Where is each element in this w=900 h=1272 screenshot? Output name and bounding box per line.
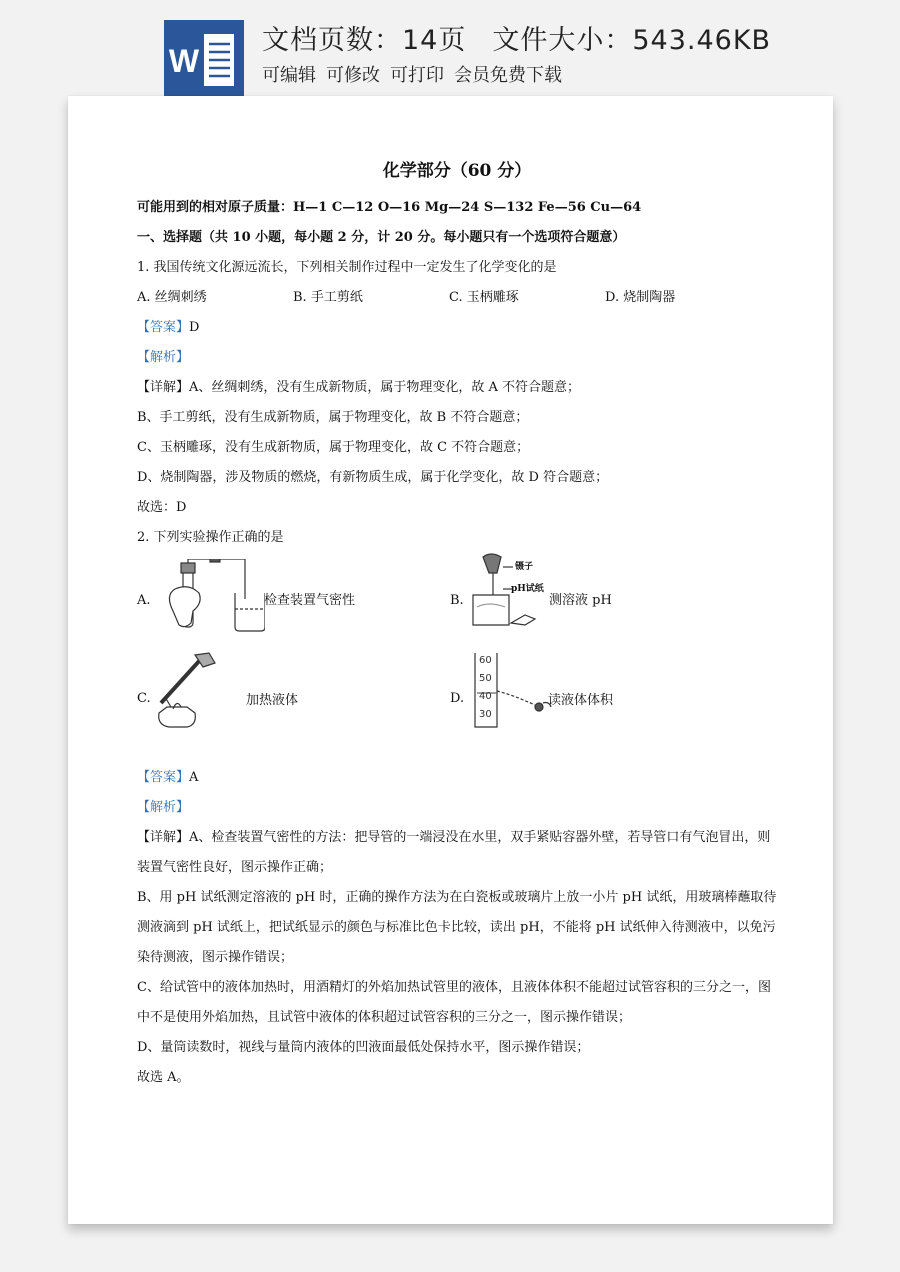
- scale-50: 50: [479, 673, 492, 684]
- fig-d-caption: 读液体体积: [548, 693, 614, 708]
- q1-answer-value: D: [189, 320, 200, 335]
- detail-tag: 【详解】: [137, 380, 190, 395]
- answer-tag: 【答案】: [137, 320, 190, 335]
- page-title: 化学部分（60 分）: [382, 161, 532, 181]
- q2-figures: [137, 559, 777, 759]
- scale-40: 40: [479, 691, 492, 702]
- heating-liquid-figure: [153, 651, 229, 731]
- feature-editable: 可编辑: [262, 65, 316, 86]
- document-meta: [262, 18, 797, 87]
- q1-option-b: B. 手工剪纸: [293, 290, 363, 305]
- word-document-icon: [164, 20, 244, 98]
- q1-analysis-tag: 【解析】: [137, 350, 190, 365]
- q1-option-d: D. 烧制陶器: [605, 290, 676, 305]
- q2-detail-a-text: A、检查装置气密性的方法：把导管的一端浸没在水里，双手紧贴容器外壁，若导管口有气泡冒出，则装置气密性良好，图示操作正确；: [137, 830, 771, 875]
- section-heading: 一、选择题（共 10 小题，每小题 2 分，计 20 分。每小题只有一个选项符合题意）: [137, 230, 626, 245]
- q1-answer: [137, 313, 777, 343]
- scale-30: 30: [479, 709, 492, 720]
- q1-detail-d: D、烧制陶器，涉及物质的燃烧，有新物质生成，属于化学变化，故 D 符合题意；: [137, 470, 609, 485]
- q1-detail-a-text: A、丝绸刺绣，没有生成新物质，属于物理变化，故 A 不符合题意；: [189, 380, 581, 395]
- atomic-masses: 可能用到的相对原子质量：H—1 C—12 O—16 Mg—24 S—132 Fe—56 Cu—64: [137, 200, 642, 215]
- q2-detail-a: [137, 823, 777, 883]
- fig-a-caption: 检查装置气密性: [264, 593, 356, 608]
- fig-b-letter: B.: [450, 593, 464, 608]
- q1-detail-c: C、玉柄雕琢，没有生成新物质，属于物理变化，故 C 不符合题意；: [137, 440, 530, 455]
- fig-c-letter: C.: [137, 691, 151, 706]
- q1-option-c: C. 玉柄雕琢: [449, 290, 519, 305]
- q2-analysis-tag: 【解析】: [137, 800, 190, 815]
- q1-detail-b: B、手工剪纸，没有生成新物质，属于物理变化，故 B 不符合题意；: [137, 410, 529, 425]
- tweezers-label: 镊子: [515, 562, 534, 572]
- ph-paper-label: pH试纸: [511, 584, 544, 594]
- feature-list: [262, 61, 797, 87]
- fig-a-letter: A.: [137, 593, 151, 608]
- fig-d-letter: D.: [450, 691, 465, 706]
- q2-stem: 2. 下列实验操作正确的是: [137, 530, 284, 545]
- q1-stem: 1. 我国传统文化源远流长，下列相关制作过程中一定发生了化学变化的是: [137, 260, 557, 275]
- document-page: [68, 96, 833, 1224]
- word-logo-letter: W: [168, 43, 200, 79]
- feature-printable: 可打印: [390, 65, 444, 86]
- q2-conclusion: 故选 A。: [137, 1070, 190, 1085]
- graduated-cylinder-figure: [467, 651, 555, 731]
- airtightness-check-figure: [153, 559, 265, 645]
- q1-detail-a: [137, 373, 777, 403]
- fig-c-caption: 加热液体: [246, 693, 299, 708]
- q1-conclusion: 故选：D: [137, 500, 187, 515]
- q2-answer: [137, 763, 777, 793]
- q1-options: [137, 283, 777, 313]
- document-info-banner: [0, 0, 900, 96]
- q2-detail-c: C、给试管中的液体加热时，用酒精灯的外焰加热试管里的液体，且液体体积不能超过试管容积的三分之一，图中不是使用外焰加热，且试管中液体的体积超过试管容积的三分之一，图示操作错误；: [137, 980, 771, 1025]
- scale-60: 60: [479, 655, 492, 666]
- page-content: [137, 156, 777, 1093]
- page-count: 文档页数：14页: [262, 25, 467, 56]
- feature-modifiable: 可修改: [326, 65, 380, 86]
- answer-tag: 【答案】: [137, 770, 190, 785]
- q2-answer-value: A: [189, 770, 199, 785]
- file-size: 文件大小：543.46KB: [492, 25, 772, 56]
- q1-option-a: A. 丝绸刺绣: [137, 290, 207, 305]
- detail-tag: 【详解】: [137, 830, 190, 845]
- q2-detail-b: B、用 pH 试纸测定溶液的 pH 时，正确的操作方法为在白瓷板或玻璃片上放一小片 pH 试纸，用玻璃棒蘸取待测液滴到 pH 试纸上，把试纸显示的颜色与标准比色卡比较，读出 pH，不能将 pH 试纸伸入待测液中，以免污染待测液，图示操作错误；: [137, 890, 777, 965]
- feature-member-download: 会员免费下载: [454, 65, 562, 86]
- q2-detail-d: D、量筒读数时，视线与量筒内液体的凹液面最低处保持水平，图示操作错误；: [137, 1040, 590, 1055]
- fig-b-caption: 测溶液 pH: [549, 593, 612, 608]
